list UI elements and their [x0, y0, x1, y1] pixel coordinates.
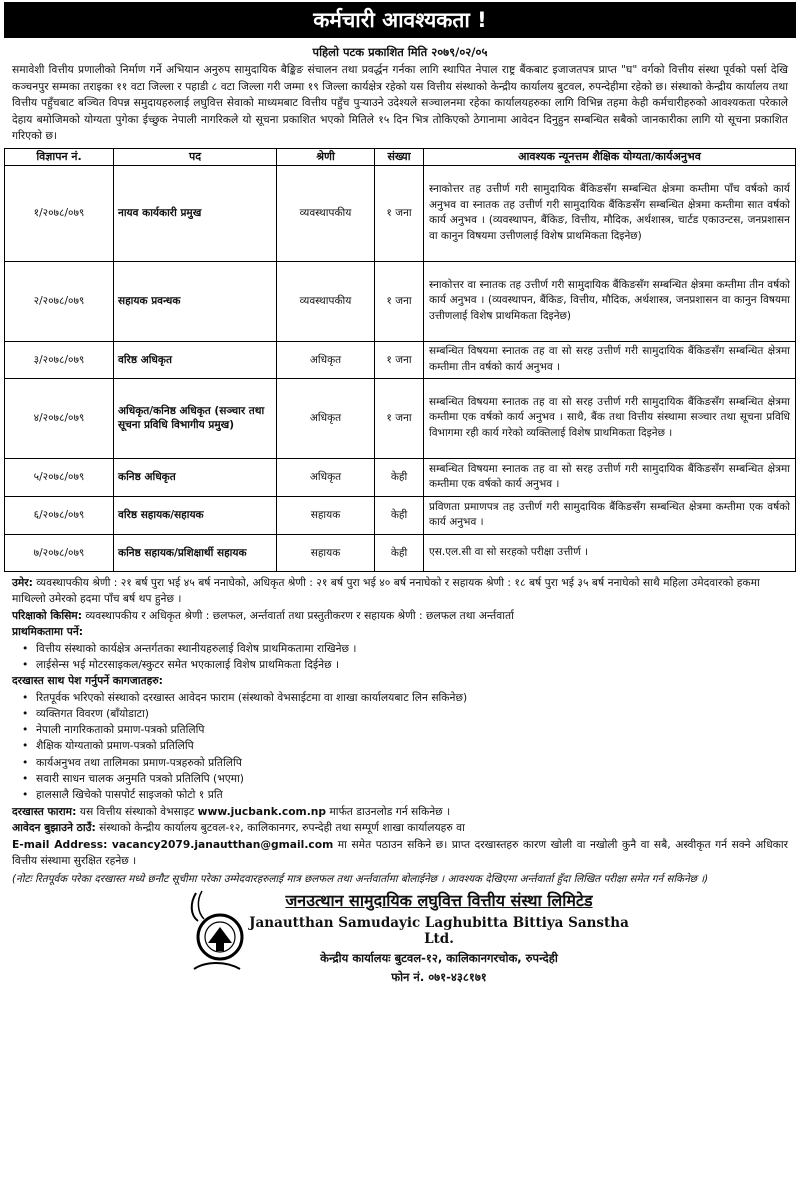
count: १ जना: [375, 341, 424, 378]
organization-block: [239, 889, 639, 985]
table-row: [5, 261, 796, 341]
website-link[interactable]: www.jucbank.com.np: [197, 804, 327, 818]
organization-logo: [186, 889, 244, 979]
category: अधिकृत: [277, 378, 375, 458]
qualification: सम्बन्धित विषयमा स्नातक तह वा सो सरह उत्तीर्ण गरी सामुदायिक बैंकिङसँग सम्बन्धित क्षेत्रमा कम्तीमा एक वर्षको कार्य अनुभव । साथै, बैंक तथा वित्तीय संस्थामा सञ्चार तथा सूचना प्रविधि विभागमा रही कार्य गरेको व्यक्तिलाई विशेष प्राथमिकता दिइनेछ ।: [424, 378, 796, 458]
list-item: • नेपाली नागरिकताको प्रमाण-पत्रको प्रतिलिपि: [36, 722, 796, 738]
age-label: उमेर:: [12, 575, 33, 589]
vacancy-table: [4, 148, 796, 572]
priority-heading: प्राथमिकतामा पर्ने:: [12, 625, 84, 638]
qualification: स्नाकोत्तर तह उत्तीर्ण गरी सामुदायिक बैंकिङसँग सम्बन्धित क्षेत्रमा कम्तीमा पाँच वर्षको कार्य अनुभव वा स्नातक तह उत्तीर्ण गरी सामुदायिक बैंकिङसँग सम्बन्धित क्षेत्रमा कम्तीमा सात वर्षको कार्य अनुभव । (व्यवस्थापन, बैंकिङ, वित्तीय, मौदिक, अर्थशास्त्र, चार्टड एकाउन्टस, जनप्रशासन वा कानुन विषयमा उत्तीणलाई विशेष प्राथमिकता दिइनेछ): [424, 165, 796, 261]
qualification: सम्बन्धित विषयमा स्नातक तह वा सो सरह उत्तीर्ण गरी सामुदायिक बैंकिङसँग सम्बन्धित क्षेत्रमा कम्तीमा एक वर्षको कार्य अनुभव ।: [424, 458, 796, 496]
exam-text: व्यवस्थापकीय र अधिकृत श्रेणी : छलफल, अर्न्तवार्ता तथा प्रस्तुतीकरण र सहायक श्रेणी : छलफल तथा अर्न्तवार्ता: [81, 608, 514, 622]
email-text: मा समेत पठाउन सकिने छ। प्राप्त दरखास्तहरु कारण खोली वा नखोली कुनै वा सबै, अस्वीकृत गर्न सक्ने अधिकार वित्तीय संस्थामा सुरक्षित रहनेछ ।: [12, 837, 788, 868]
ad-no: २/२०७८/०७९: [5, 261, 114, 341]
priority-list: [4, 641, 796, 674]
category: सहायक: [277, 496, 375, 534]
ad-no: ४/२०७८/०७९: [5, 378, 114, 458]
ad-no: ६/२०७८/०७९: [5, 496, 114, 534]
email-link[interactable]: vacancy2079.janautthan@gmail.com: [111, 837, 334, 851]
submit-text: संस्थाको केन्द्रीय कार्यालय बुटवल-१२, कालिकानगर, रुपन्देही तथा सम्पूर्ण शाखा कार्यालयहरु वा: [95, 821, 465, 835]
table-row: [5, 458, 796, 496]
email-label: E-mail Address:: [12, 837, 108, 851]
publication-date: पहिलो पटक प्रकाशित मिति २०७९/०२/०५: [312, 45, 488, 59]
category: अधिकृत: [277, 458, 375, 496]
post-title: अधिकृत/कनिष्ठ अधिकृत (सञ्चार तथा सूचना प्रविधि विभागीय प्रमुख): [114, 378, 277, 458]
post-title: कनिष्ठ अधिकृत: [114, 458, 277, 496]
ad-no: ७/२०७८/०७९: [5, 534, 114, 571]
list-item: • लाईसेन्स भई मोटरसाइकल/स्कुटर समेत भएकालाई विशेष प्राथमिकता दिईनेछ ।: [36, 657, 796, 673]
age-text: व्यवस्थापकीय श्रेणी : २१ बर्ष पुरा भई ४५ बर्ष ननाघेको, अधिकृत श्रेणी : २१ बर्ष पुरा भई ४० बर्ष ननाघेको र सहायक श्रेणी : १८ बर्ष पुरा भई ३५ बर्ष ननाघेको साथै महिला उमेदवारको हकमा माथिल्लो उमेरको हदमा पाँच बर्ष थप हुनेछ ।: [12, 575, 760, 605]
list-item: • वित्तीय संस्थाको कार्यक्षेत्र अन्तर्गतका स्थानीयहरुलाई विशेष प्राथमिकतामा राखिनेछ ।: [36, 641, 796, 657]
list-item: • सवारी साधन चालक अनुमति पत्रको प्रतिलिपि (भएमा): [36, 771, 796, 787]
qualification: एस.एल.सी वा सो सरहको परीक्षा उत्तीर्ण ।: [424, 534, 796, 571]
table-row: [5, 165, 796, 261]
vacancy-notice: [0, 2, 800, 1191]
form-pre: यस वित्तीय संस्थाको वेभसाइट: [76, 804, 198, 818]
exam-section: [4, 608, 796, 625]
header-ad-no: विज्ञापन नं.: [5, 148, 114, 165]
organization-phone: फोन नं. ०७१-४३८१७१: [391, 969, 487, 984]
age-section: [4, 575, 796, 608]
post-title: कनिष्ठ सहायक/प्रशिक्षार्थी सहायक: [114, 534, 277, 571]
qualification: प्रविणता प्रमाणपत्र तह उत्तीर्ण गरी सामुदायिक बैंकिङसँग सम्बन्धित क्षेत्रमा कम्तीमा एक वर्षको कार्य अनुभव ।: [424, 496, 796, 534]
organization-address: केन्द्रीय कार्यालयः बुटवल-१२, कालिकानगरचोक, रुपन्देही: [320, 950, 558, 965]
post-title: नायव कार्यकारी प्रमुख: [114, 165, 277, 261]
organization-name-nepali: जनउत्थान सामुदायिक लघुवित्त वित्तीय संस्था लिमिटेड: [285, 890, 593, 910]
table-header-row: [5, 148, 796, 165]
post-title: वरिष्ठ अधिकृत: [114, 341, 277, 378]
list-item: • हालसालै खिचेको पासपोर्ट साइजको फोटो १ प्रति: [36, 787, 796, 803]
footer: [4, 887, 796, 983]
ad-no: ५/२०७८/०७९: [5, 458, 114, 496]
documents-heading: दरखास्त साथ पेश गर्नुपर्ने कागजातहरु:: [12, 674, 163, 688]
count: केही: [375, 458, 424, 496]
table-row: [5, 534, 796, 571]
table-row: [5, 496, 796, 534]
form-label: दरखास्त फाराम:: [12, 804, 77, 818]
ad-no: ३/२०७८/०७९: [5, 341, 114, 378]
documents-list: [4, 690, 796, 804]
form-section: [4, 804, 796, 821]
count: केही: [375, 534, 424, 571]
table-row: [5, 378, 796, 458]
table-row: [5, 341, 796, 378]
submit-section: [4, 820, 796, 837]
qualification: सम्बन्धित विषयमा स्नातक तह वा सो सरह उत्तीर्ण गरी सामुदायिक बैंकिङसँग सम्बन्धित क्षेत्रमा कम्तीमा तीन वर्षको कार्य अनुभव ।: [424, 341, 796, 378]
count: १ जना: [375, 261, 424, 341]
exam-label: परिक्षाको किसिम:: [12, 608, 82, 622]
count: केही: [375, 496, 424, 534]
header-count: संख्या: [375, 148, 424, 165]
list-item: • रितपूर्वक भरिएको संस्थाको दरखास्त आवेदन फाराम (संस्थाको वेभसाईटमा वा शाखा कार्यालयबाट लिन सकिनेछ): [36, 690, 796, 706]
count: १ जना: [375, 165, 424, 261]
list-item: • व्यक्तिगत विवरण (बाँयोडाटा): [36, 706, 796, 722]
organization-name-english: Janautthan Samudayic Laghubitta Bittiya Sanstha Ltd.: [249, 914, 629, 947]
list-item: • कार्यअनुभव तथा तालिमका प्रमाण-पत्रहरुको प्रतिलिपि: [36, 755, 796, 771]
category: व्यवस्थापकीय: [277, 261, 375, 341]
intro-paragraph: समावेशी वित्तीय प्रणालीको निर्माण गर्ने अभियान अनुरुप सामुदायिक बैङ्किङ संचालन तथा प्रवर्द्धन गर्नका लागि स्थापित नेपाल राष्ट्र बैंकबाट इजाजतपत्र प्राप्त "घ" वर्गको वित्तीय संस्था पूर्वको पर्सा देखि कञ्चनपुर सम्मका तराइका ११ वटा जिल्ला र पहाडी ८ वटा जिल्ला गरी जम्मा १९ जिल्ला कार्यक्षेत्र रहेको यस वित्तीय संस्थाको केन्द्रीय कार्यालय बुटवल, रुपन्देहीमा रहेको छ। संस्थाको केन्द्रीय कार्यालय तथा वित्तीय पहुँचबाट बञ्चित विपन्न समुदायहरुलाई लघुवित्त सेवाको माध्यमबाट वित्तीय पहुँच पुर्‍याउने उदेश्यले सञ्चालनमा रहेका कार्यालयहरुका लागि विभिन्न तहमा केही कर्मचारीहरुको आवश्यकता परेकाले देहाय बमोजिमको योग्यता पुगेका ईच्छुक नेपाली नागरिकले यो सूचना प्रकाशित भएको मितिले १५ दिन भित्र तोकिएको ठेगानामा आवेदन दिनुहुन सम्बन्धित सबैको जानकारीका लागि यो सूचना प्रकाशित गरिएको छ।: [12, 63, 788, 142]
post-title: सहायक प्रवन्धक: [114, 261, 277, 341]
qualification: स्नाकोत्तर वा स्नातक तह उत्तीर्ण गरी सामुदायिक बैंकिङसँग सम्बन्धित क्षेत्रमा कम्तीमा तीन वर्षको कार्य अनुभव । (व्यवस्थापन, बैंकिङ, वित्तीय, मौदिक, अर्थशास्त्र, जनप्रशासन वा कानुन विषयमा उत्तीणलाई विशेष प्राथमिकता दिइनेछ): [424, 261, 796, 341]
note: (नोटः रितपूर्वक परेका दरखास्त मध्ये छनौट सूचीमा परेका उम्मेदवारहरुलाई मात्र छलफल तथा अर्न्तवार्तामा बोलाईनेछ । आवश्यक देखिएमा अर्न्तवार्ता हुँदा लिखित परीक्षा समेत गर्न सकिनेछ ।): [12, 872, 709, 885]
header-category: श्रेणी: [277, 148, 375, 165]
email-section: [4, 837, 796, 870]
list-item: • शैक्षिक योग्यताको प्रमाण-पत्रको प्रतिलिपि: [36, 738, 796, 754]
category: सहायक: [277, 534, 375, 571]
category: व्यवस्थापकीय: [277, 165, 375, 261]
ad-no: १/२०७८/०७९: [5, 165, 114, 261]
count: १ जना: [375, 378, 424, 458]
header-post: पद: [114, 148, 277, 165]
notice-title: कर्मचारी आवश्यकता !: [4, 2, 796, 38]
category: अधिकृत: [277, 341, 375, 378]
form-post: मार्फत डाउनलोड गर्न सकिनेछ ।: [326, 804, 451, 818]
post-title: वरिष्ठ सहायक/सहायक: [114, 496, 277, 534]
submit-label: आवेदन बुझाउने ठाउँ:: [12, 821, 96, 835]
header-qualification: आवश्यक न्यूनत्तम शैक्षिक योग्यता/कार्यअनुभव: [424, 148, 796, 165]
